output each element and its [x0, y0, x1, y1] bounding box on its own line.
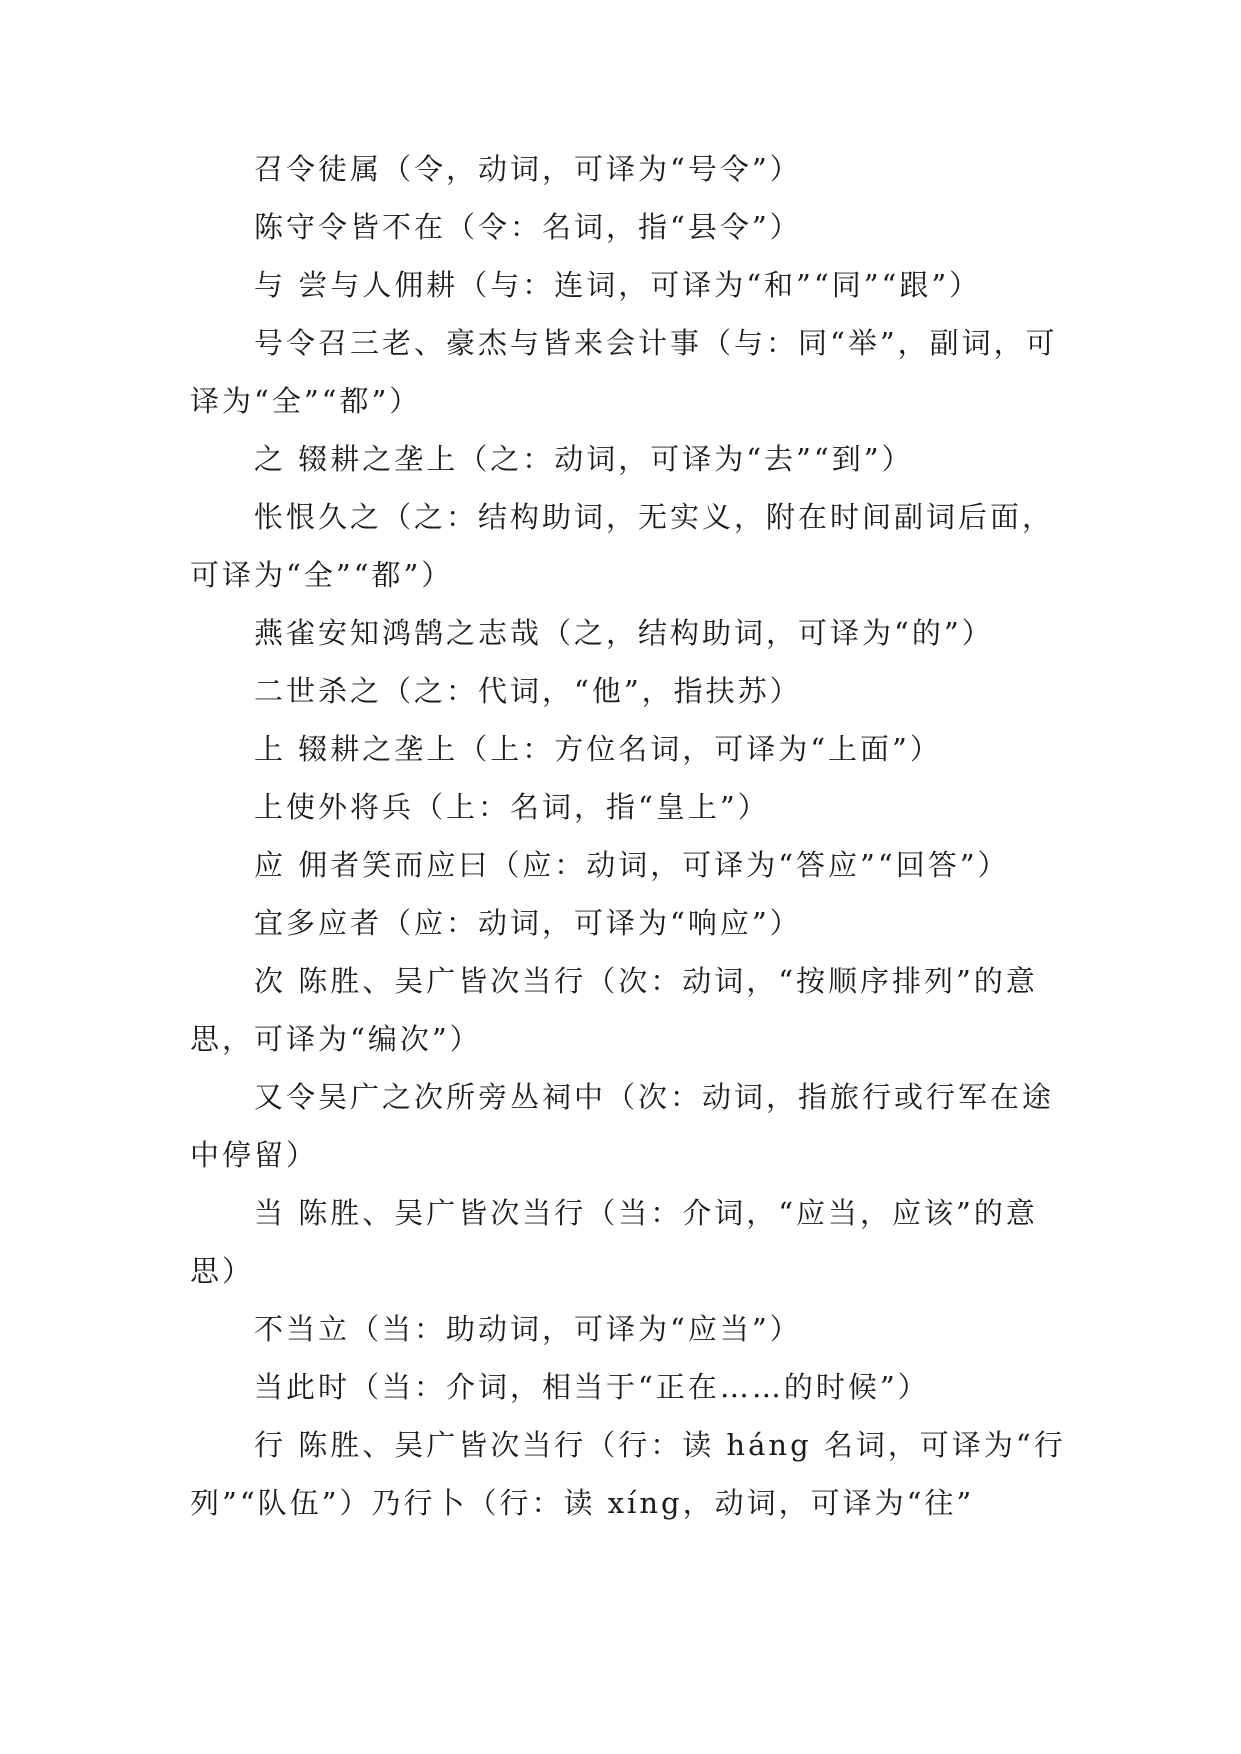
paragraph: 当 陈胜、吴广皆次当行（当：介词，“应当，应该”的意思） — [190, 1196, 1038, 1288]
paragraph: 怅恨久之（之：结构助词，无实义，附在时间副词后面，可译为“全”“都”） — [190, 500, 1055, 592]
paragraph: 行 陈胜、吴广皆次当行（行：读 háng 名词，可译为“行列”“队伍”）乃行卜（行：读 xíng，动词，可译为“往” — [190, 1428, 1066, 1520]
document-body — [190, 140, 1070, 1532]
paragraph: 之 辍耕之垄上（之：动词，可译为“去”“到”） — [254, 442, 914, 476]
paragraph: 召令徒属（令，动词，可译为“号令”） — [254, 152, 802, 186]
paragraph: 不当立（当：助动词，可译为“应当”） — [254, 1312, 802, 1346]
paragraph: 燕雀安知鸿鹄之志哉（之，结构助词，可译为“的”） — [254, 616, 994, 650]
paragraph: 当此时（当：介词，相当于“正在……的时候”） — [254, 1370, 930, 1404]
paragraph: 次 陈胜、吴广皆次当行（次：动词，“按顺序排列”的意思，可译为“编次”） — [190, 964, 1038, 1056]
paragraph: 宜多应者（应：动词，可译为“响应”） — [254, 906, 802, 940]
paragraph: 又令吴广之次所旁丛祠中（次：动词，指旅行或行军在途中停留） — [190, 1080, 1055, 1172]
paragraph: 应 佣者笑而应曰（应：动词，可译为“答应”“回答”） — [254, 848, 1010, 882]
paragraph: 二世杀之（之：代词，“他”，指扶苏） — [254, 674, 802, 708]
paragraph: 上 辍耕之垄上（上：方位名词，可译为“上面”） — [254, 732, 942, 766]
paragraph: 陈守令皆不在（令：名词，指“县令”） — [254, 210, 802, 244]
paragraph: 上使外将兵（上：名词，指“皇上”） — [254, 790, 770, 824]
paragraph: 号令召三老、豪杰与皆来会计事（与：同“举”，副词，可译为“全”“都”） — [190, 326, 1058, 418]
paragraph: 与 尝与人佣耕（与：连词，可译为“和”“同”“跟”） — [254, 268, 982, 302]
